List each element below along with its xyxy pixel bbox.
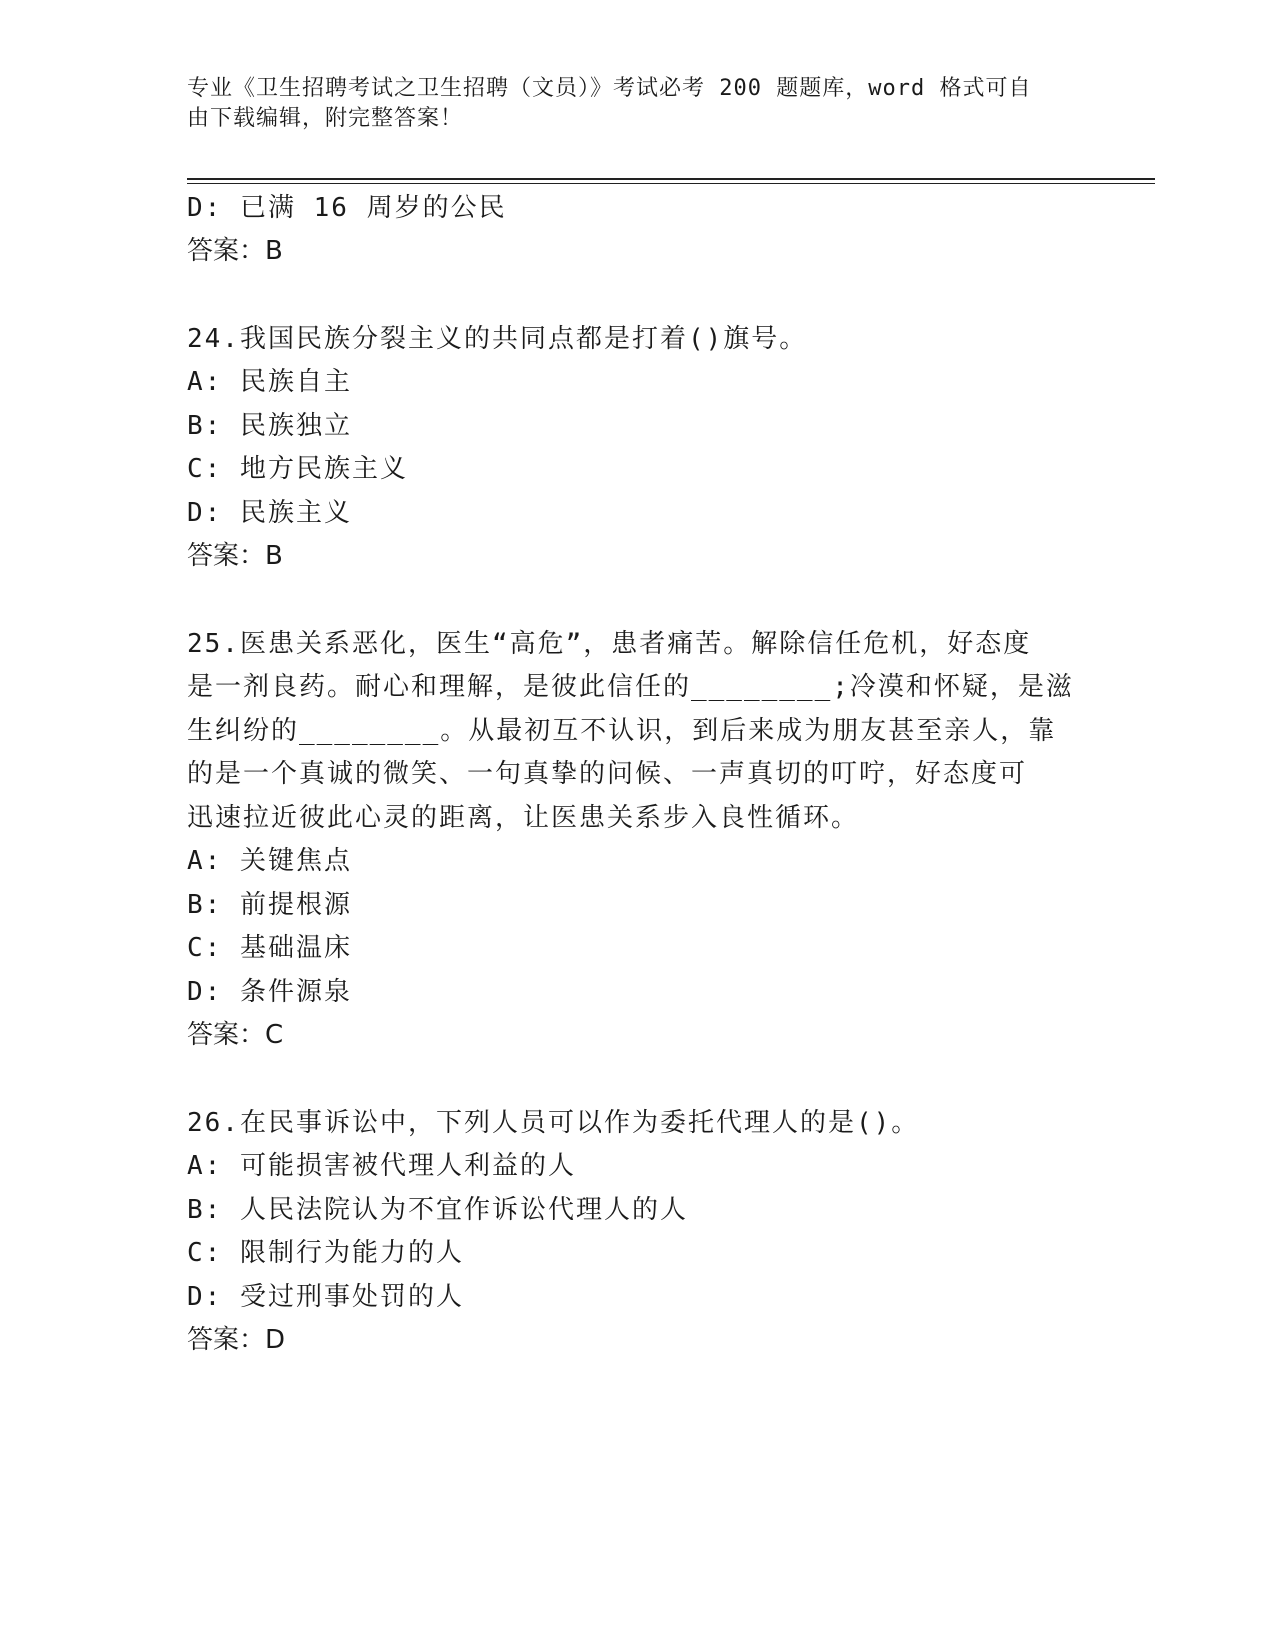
header-rule-thin	[187, 183, 1155, 184]
q25-stem-line-1: 25.医患关系恶化，医生“高危”，患者痛苦。解除信任危机，好态度	[187, 629, 1032, 659]
q26-option-c: C: 限制行为能力的人	[187, 1238, 464, 1268]
q24-answer: 答案：B	[187, 541, 283, 571]
q26-option-b: B: 人民法院认为不宜作诉讼代理人的人	[187, 1195, 688, 1225]
q24-option-a: A: 民族自主	[187, 367, 352, 397]
q25-option-b: B: 前提根源	[187, 890, 352, 920]
q24-option-c: C: 地方民族主义	[187, 454, 408, 484]
header-line-2: 由下载编辑，附完整答案！	[187, 106, 464, 131]
q24-stem: 24.我国民族分裂主义的共同点都是打着()旗号。	[187, 324, 808, 354]
header-line-1: 专业《卫生招聘考试之卫生招聘（文员）》考试必考 200 题题库，word 格式可自	[187, 76, 1032, 101]
q25-stem-line-5: 迅速拉近彼此心灵的距离，让医患关系步入良性循环。	[187, 803, 860, 833]
q24-option-d: D: 民族主义	[187, 498, 352, 528]
q25-stem-line-4: 的是一个真诚的微笑、一句真挚的问候、一声真切的叮咛，好态度可	[187, 759, 1028, 789]
q24-option-b: B: 民族独立	[187, 411, 352, 441]
q23-answer: 答案：B	[187, 236, 283, 266]
page-header	[187, 74, 1067, 134]
q26-stem: 26.在民事诉讼中，下列人员可以作为委托代理人的是()。	[187, 1108, 920, 1138]
q25-answer: 答案：C	[187, 1020, 284, 1050]
q26-option-a: A: 可能损害被代理人利益的人	[187, 1151, 576, 1181]
q25-option-c: C: 基础温床	[187, 933, 352, 963]
q25-stem-line-2: 是一剂良药。耐心和理解，是彼此信任的________;冷漠和怀疑，是滋	[187, 672, 1074, 702]
q23-option-d: D: 已满 16 周岁的公民	[187, 193, 507, 223]
header-rule-thick	[187, 178, 1155, 180]
q25-option-a: A: 关键焦点	[187, 846, 352, 876]
q25-option-d: D: 条件源泉	[187, 977, 352, 1007]
q26-answer: 答案：D	[187, 1325, 286, 1355]
q25-stem-line-3: 生纠纷的________。从最初互不认识，到后来成为朋友甚至亲人，靠	[187, 716, 1057, 746]
q26-option-d: D: 受过刑事处罚的人	[187, 1282, 464, 1312]
